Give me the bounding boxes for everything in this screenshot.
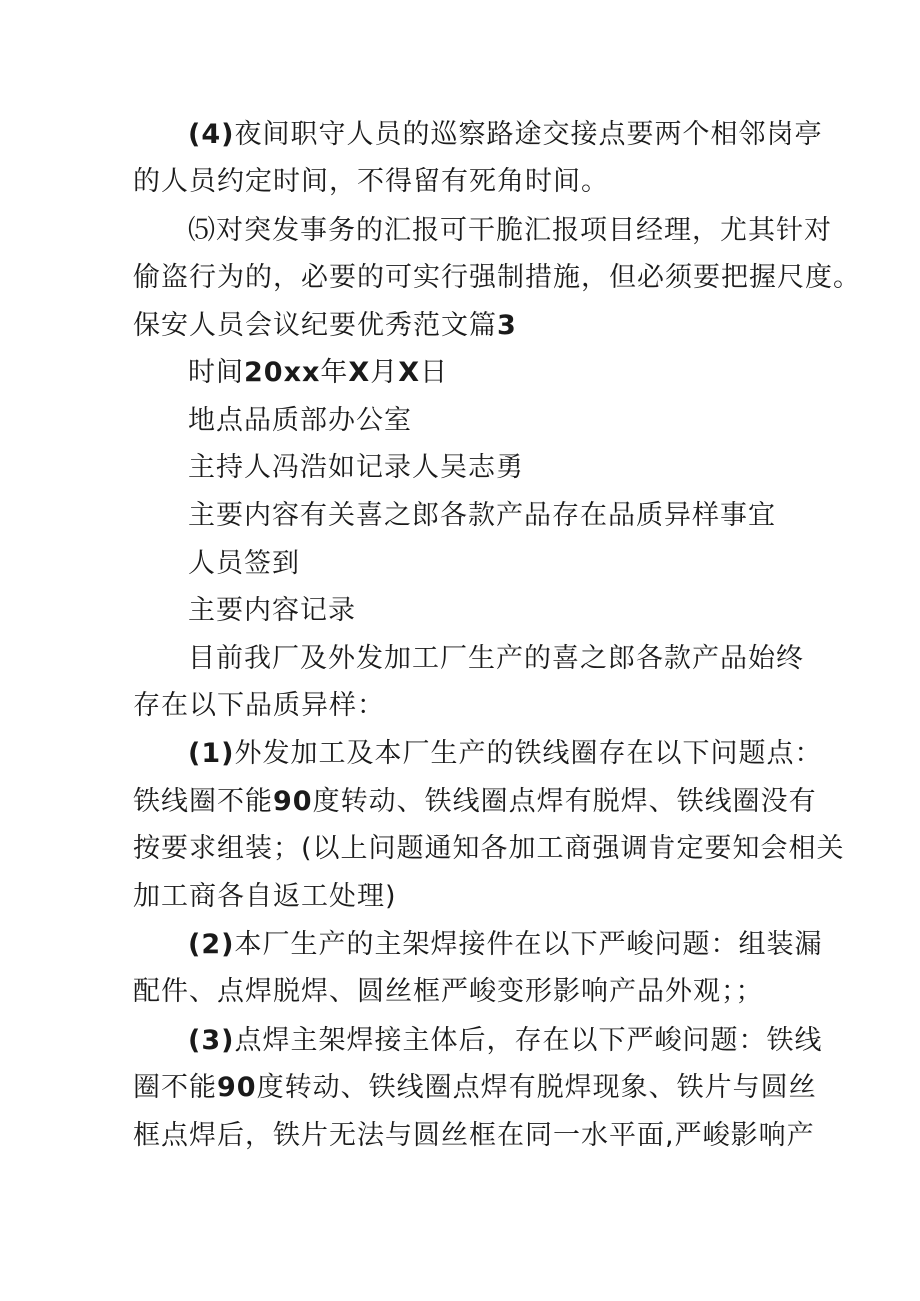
paragraph-line: 的人员约定时间，不得留有死角时间。 — [133, 166, 609, 197]
paragraph-line: 配件、点焊脱焊、圆丝框严峻变形影响产品外观；； — [133, 976, 764, 1007]
item-number-2: (2) — [188, 929, 235, 960]
item-number-1: (1) — [188, 738, 235, 769]
paragraph-line: 按要求组装；(以上问题通知各加工商强调肯定要知会相关 — [133, 833, 845, 864]
paragraph-line: (2)本厂生产的主架焊接件在以下严峻问题：组装漏 — [188, 929, 823, 960]
meeting-time: 时间20xx年X月X日 — [188, 357, 449, 388]
paragraph-line: 铁线圈不能90度转动、铁线圈点焊有脱焊、铁线圈没有 — [133, 786, 817, 817]
meeting-subject: 主要内容有关喜之郎各款产品存在品质异样事宜 — [188, 500, 776, 531]
paragraph-line: 圈不能90度转动、铁线圈点焊有脱焊现象、铁片与圆丝 — [133, 1072, 817, 1103]
attendance-line: 人员签到 — [188, 548, 300, 579]
paragraph-line: 偷盗行为的，必要的可实行强制措施，但必须要把握尺度。 — [133, 262, 861, 293]
paragraph-line: (1)外发加工及本厂生产的铁线圈存在以下问题点： — [188, 738, 823, 769]
paragraph-line: ⑸对突发事务的汇报可干脆汇报项目经理，尤其针对 — [188, 215, 832, 246]
paragraph-line: (4)夜间职守人员的巡察路途交接点要两个相邻岗亭 — [188, 119, 823, 150]
section-heading: 保安人员会议纪要优秀范文篇3 — [133, 310, 517, 341]
item-number-4: (4) — [188, 119, 235, 150]
paragraph-line: 框点焊后，铁片无法与圆丝框在同一水平面,严峻影响产 — [133, 1120, 815, 1151]
paragraph-line: (3)点焊主架焊接主体后，存在以下严峻问题：铁线 — [188, 1025, 823, 1056]
content-record-heading: 主要内容记录 — [188, 595, 356, 626]
meeting-location: 地点品质部办公室 — [188, 405, 412, 436]
item-number-3: (3) — [188, 1025, 235, 1056]
paragraph-line: 目前我厂及外发加工厂生产的喜之郎各款产品始终 — [188, 643, 804, 674]
meeting-host: 主持人冯浩如记录人吴志勇 — [188, 452, 524, 483]
paragraph-line: 加工商各自返工处理) — [133, 881, 397, 912]
paragraph-line: 存在以下品质异样： — [133, 690, 385, 721]
